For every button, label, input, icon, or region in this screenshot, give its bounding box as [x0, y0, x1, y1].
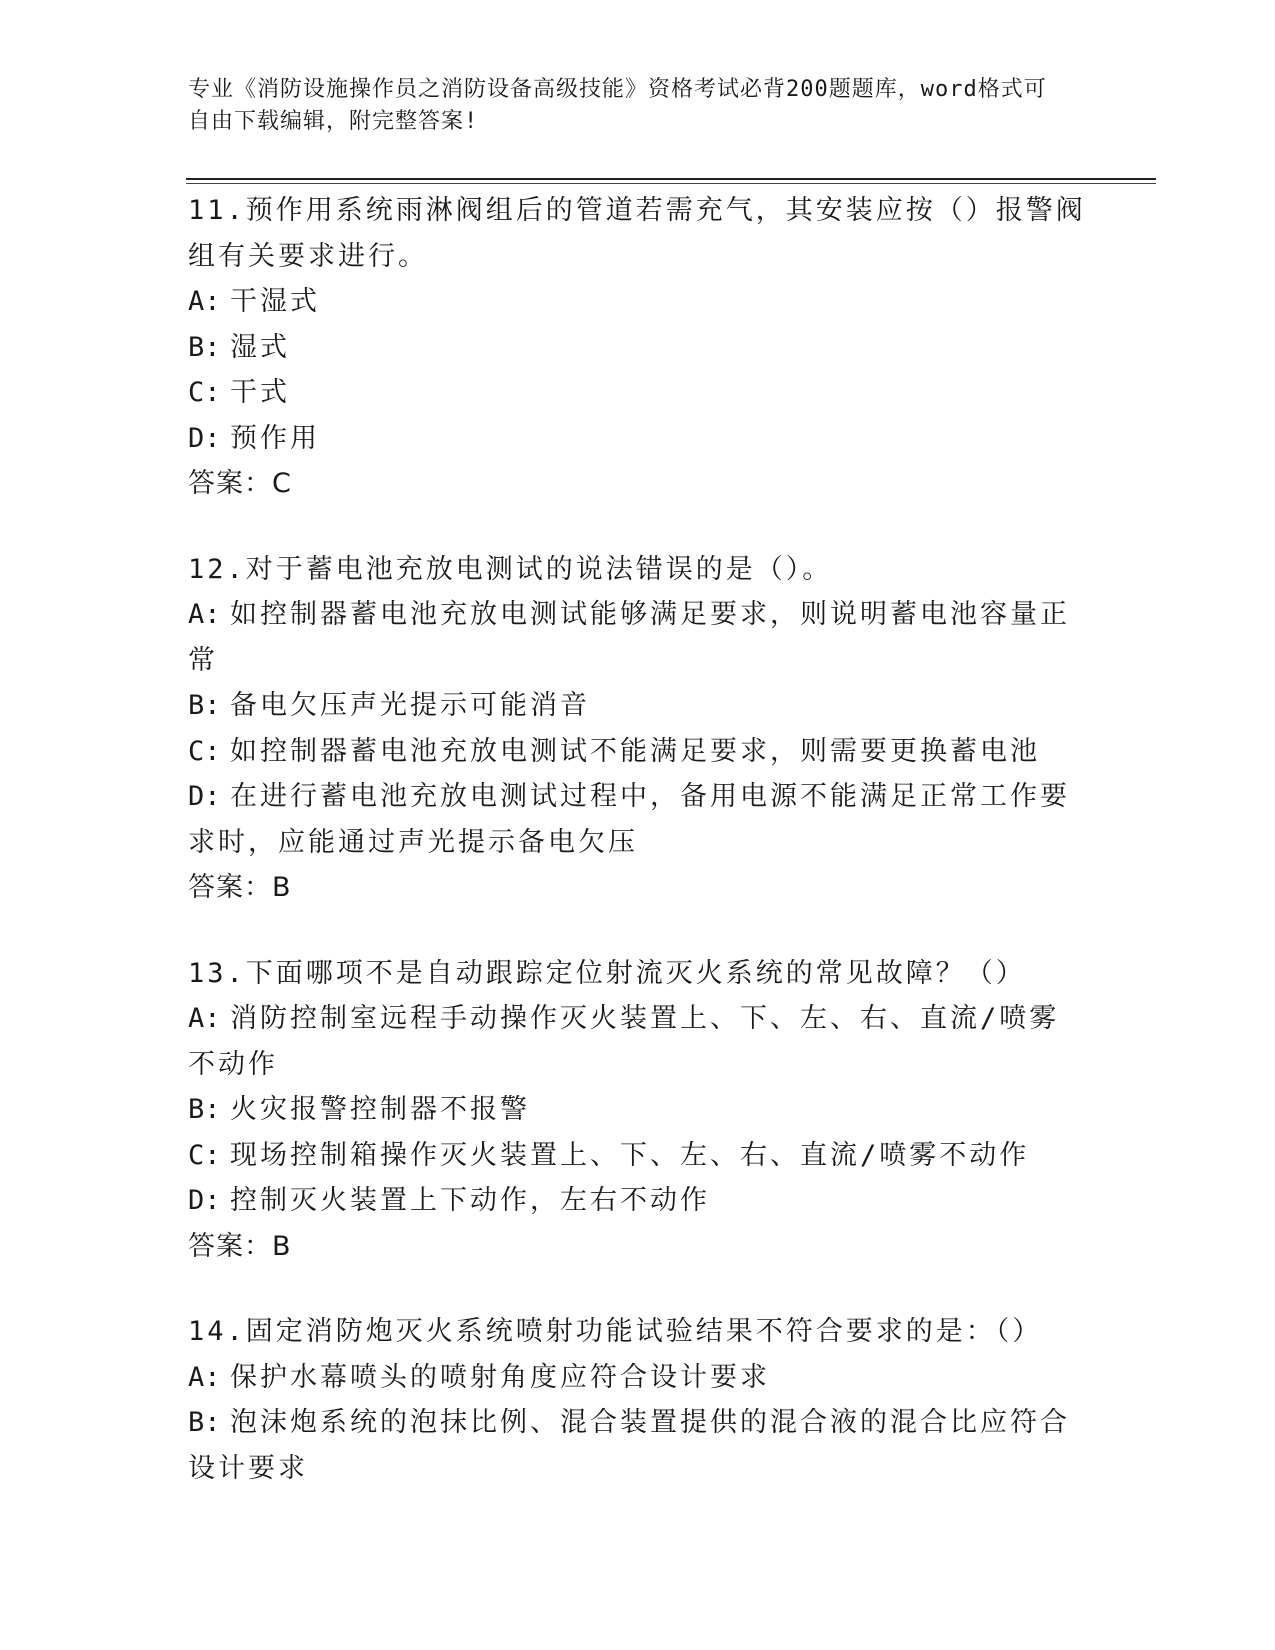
option-text: 保护水幕喷头的喷射角度应符合设计要求	[230, 1361, 770, 1393]
option-text: 湿式	[230, 331, 290, 363]
question-stem: 12.对于蓄电池充放电测试的说法错误的是（）。	[188, 553, 833, 585]
option-letter: D:	[188, 781, 221, 812]
option-a	[188, 996, 1088, 1087]
option-letter: B:	[188, 1407, 221, 1438]
answer-line: 答案：C	[188, 468, 292, 499]
option-letter: C:	[188, 735, 221, 767]
question-11	[188, 188, 1088, 507]
option-d	[188, 1178, 1088, 1224]
option-c	[188, 370, 1088, 416]
option-text: 火灾报警控制器不报警	[230, 1094, 530, 1125]
option-letter: A:	[188, 1361, 221, 1393]
option-letter: C:	[188, 1139, 221, 1171]
option-c	[188, 1133, 1088, 1179]
option-c	[188, 729, 1088, 775]
question-12	[188, 547, 1088, 911]
option-a	[188, 592, 1088, 683]
question-stem: 11.预作用系统雨淋阀组后的管道若需充气，其安装应按（）报警阀组有关要求进行。	[188, 195, 1086, 272]
header-divider-thick	[186, 178, 1156, 180]
option-text: 泡沫炮系统的泡抹比例、混合装置提供的混合液的混合比应符合设计要求	[188, 1407, 1070, 1484]
option-a	[188, 279, 1088, 325]
option-text: 消防控制室远程手动操作灭火装置上、下、左、右、直流/喷雾不动作	[188, 1003, 1060, 1080]
option-letter: A:	[188, 286, 221, 317]
header-divider-thin	[186, 183, 1156, 184]
option-b	[188, 683, 1088, 729]
option-a	[188, 1355, 1088, 1401]
document-header: 专业《消防设施操作员之消防设备高级技能》资格考试必背200题题库，word格式可自由下载编辑，附完整答案!	[188, 77, 1047, 134]
question-13	[188, 951, 1088, 1270]
option-letter: A:	[188, 599, 221, 630]
option-text: 如控制器蓄电池充放电测试不能满足要求，则需要更换蓄电池	[230, 735, 1040, 767]
option-text: 预作用	[230, 422, 320, 454]
answer-line: 答案：B	[188, 872, 292, 903]
question-stem: 14.固定消防炮灭火系统喷射功能试验结果不符合要求的是：（）	[188, 1316, 1043, 1347]
option-text: 如控制器蓄电池充放电测试能够满足要求，则说明蓄电池容量正常	[188, 599, 1070, 676]
option-text: 现场控制箱操作灭火装置上、下、左、右、直流/喷雾不动作	[230, 1139, 1030, 1171]
option-letter: C:	[188, 377, 221, 408]
option-d	[188, 774, 1088, 865]
option-text: 干湿式	[230, 286, 320, 317]
option-b	[188, 325, 1088, 371]
option-text: 备电欠压声光提示可能消音	[230, 690, 590, 721]
option-text: 干式	[230, 377, 290, 408]
option-d	[188, 416, 1088, 462]
option-letter: D:	[188, 422, 221, 454]
question-list	[188, 188, 1088, 1531]
option-letter: B:	[188, 690, 221, 721]
option-b	[188, 1400, 1088, 1491]
answer-line: 答案：B	[188, 1230, 292, 1262]
option-b	[188, 1087, 1088, 1133]
question-stem: 13.下面哪项不是自动跟踪定位射流灭火系统的常见故障？（）	[188, 957, 1026, 989]
question-14	[188, 1309, 1088, 1491]
option-letter: A:	[188, 1003, 221, 1034]
option-letter: D:	[188, 1185, 221, 1216]
option-letter: B:	[188, 1094, 221, 1125]
option-text: 控制灭火装置上下动作，左右不动作	[230, 1185, 710, 1216]
option-text: 在进行蓄电池充放电测试过程中，备用电源不能满足正常工作要求时，应能通过声光提示备电欠压	[188, 781, 1070, 858]
option-letter: B:	[188, 331, 221, 363]
